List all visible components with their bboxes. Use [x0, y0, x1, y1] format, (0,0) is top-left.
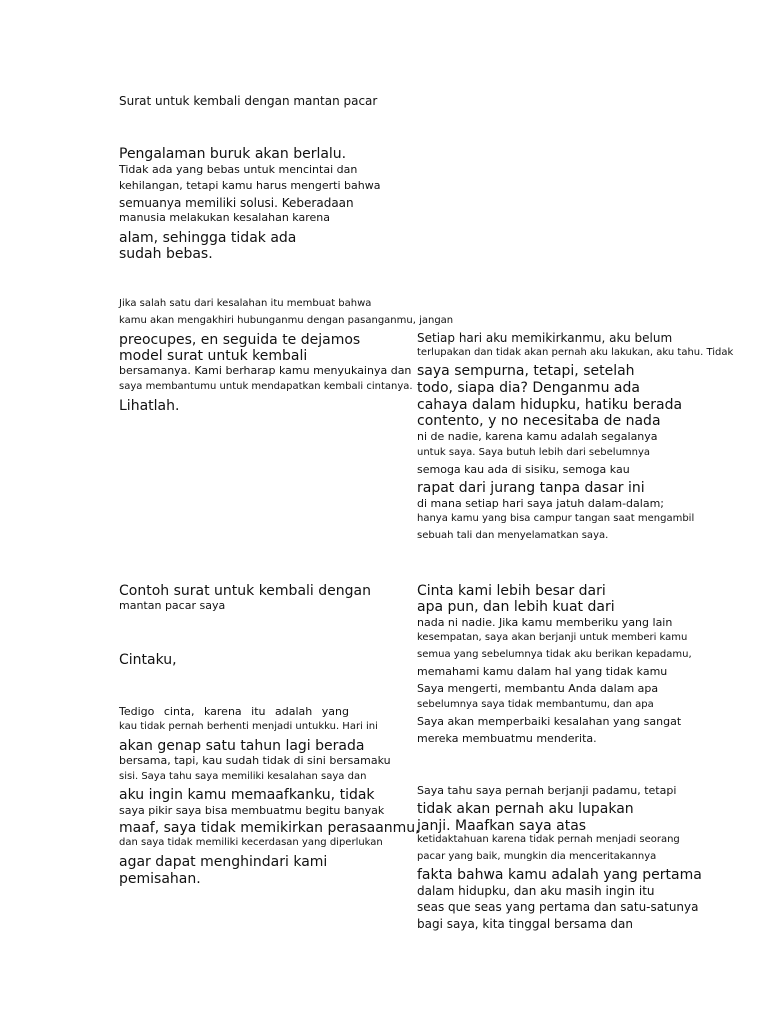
left-para2-line: Lihatlah. — [119, 398, 180, 414]
right-para1-line: sebuah tali dan menyelamatkan saya. — [417, 530, 609, 541]
right-para-a-line: semua yang sebelumnya tidak aku berikan kepadamu, — [417, 649, 692, 660]
letter-line: pemisahan. — [119, 871, 201, 887]
right-para-b-line: fakta bahwa kamu adalah yang pertama — [417, 867, 702, 883]
letter-line: kau tidak pernah berhenti menjadi untukku. Hari ini — [119, 721, 378, 732]
right-para-b-line: bagi saya, kita tinggal bersama dan — [417, 917, 633, 931]
left-para2-line: saya membantumu untuk mendapatkan kembali cintanya. — [119, 381, 413, 392]
left-para2-line: kamu akan mengakhiri hubunganmu dengan pasanganmu, jangan — [119, 315, 454, 326]
section-heading: Contoh surat untuk kembali dengan — [119, 583, 371, 599]
letter-line: aku ingin kamu memaafkanku, tidak — [119, 787, 375, 803]
letter-line: akan genap satu tahun lagi berada — [119, 738, 365, 754]
right-para-b-line: janji. Maafkan saya atas — [417, 818, 587, 834]
right-para-b-line: Saya tahu saya pernah berjanji padamu, tetapi — [417, 784, 677, 797]
right-para-b-line: pacar yang baik, mungkin dia menceritakannya — [417, 851, 657, 862]
right-para-a-line: kesempatan, saya akan berjanji untuk memberi kamu — [417, 632, 688, 643]
document-title: Surat untuk kembali dengan mantan pacar — [119, 94, 378, 108]
letter-line: agar dapat menghindari kami — [119, 854, 328, 870]
right-para-b-line: seas que seas yang pertama dan satu-satunya — [417, 900, 699, 914]
right-para1-line: Setiap hari aku memikirkanmu, aku belum — [417, 331, 673, 345]
right-para-a-line: apa pun, dan lebih kuat dari — [417, 599, 615, 615]
left-para2-line: model surat untuk kembali — [119, 348, 308, 364]
letter-line: dan saya tidak memiliki kecerdasan yang diperlukan — [119, 837, 383, 848]
letter-line: bersama, tapi, kau sudah tidak di sini bersamaku — [119, 754, 391, 767]
left-para2-line: bersamanya. Kami berharap kamu menyukainya dan — [119, 364, 412, 377]
right-para1-line: di mana setiap hari saya jatuh dalam-dalam; — [417, 497, 664, 510]
right-para1-line: terlupakan dan tidak akan pernah aku lakukan, aku tahu. Tidak — [417, 347, 734, 358]
left-para2-line: Jika salah satu dari kesalahan itu membuat bahwa — [119, 298, 372, 309]
intro-line: alam, sehingga tidak ada — [119, 230, 297, 246]
intro-line: manusia melakukan kesalahan karena — [119, 211, 330, 224]
intro-line: sudah bebas. — [119, 246, 213, 262]
right-para-a-line: memahami kamu dalam hal yang tidak kamu — [417, 665, 668, 678]
letter-line: maaf, saya tidak memikirkan perasaanmu, — [119, 820, 420, 836]
right-para-b-line: ketidaktahuan karena tidak pernah menjadi seorang — [417, 834, 680, 845]
right-para1-line: saya sempurna, tetapi, setelah — [417, 363, 635, 379]
letter-line: saya pikir saya bisa membuatmu begitu banyak — [119, 804, 385, 817]
right-para-a-line: sebelumnya saya tidak membantumu, dan apa — [417, 699, 654, 710]
intro-line: Tidak ada yang bebas untuk mencintai dan — [119, 163, 358, 176]
right-para-a-line: Saya mengerti, membantu Anda dalam apa — [417, 682, 659, 695]
intro-line: Pengalaman buruk akan berlalu. — [119, 146, 347, 162]
right-para-a-line: nada ni nadie. Jika kamu memberiku yang lain — [417, 616, 673, 629]
right-para1-line: cahaya dalam hidupku, hatiku berada — [417, 397, 683, 413]
letter-line: Tedigo cinta, karena itu adalah yang — [119, 705, 349, 718]
right-para1-line: untuk saya. Saya butuh lebih dari sebelumnya — [417, 447, 651, 458]
left-para2-line: preocupes, en seguida te dejamos — [119, 332, 361, 348]
letter-line: sisi. Saya tahu saya memiliki kesalahan saya dan — [119, 771, 367, 782]
right-para1-line: ni de nadie, karena kamu adalah segalanya — [417, 430, 658, 443]
right-para1-line: rapat dari jurang tanpa dasar ini — [417, 480, 645, 496]
intro-line: kehilangan, tetapi kamu harus mengerti bahwa — [119, 179, 381, 192]
right-para-b-line: dalam hidupku, dan aku masih ingin itu — [417, 884, 655, 898]
letter-greeting: Cintaku, — [119, 652, 177, 668]
right-para-b-line: tidak akan pernah aku lupakan — [417, 801, 634, 817]
right-para-a-line: Saya akan memperbaiki kesalahan yang sangat — [417, 715, 682, 728]
intro-line: semuanya memiliki solusi. Keberadaan — [119, 196, 354, 210]
right-para1-line: todo, siapa dia? Denganmu ada — [417, 380, 640, 396]
right-para1-line: hanya kamu yang bisa campur tangan saat mengambil — [417, 513, 695, 524]
right-para-a-line: mereka membuatmu menderita. — [417, 732, 597, 745]
right-para-a-line: Cinta kami lebih besar dari — [417, 583, 606, 599]
right-para1-line: contento, y no necesitaba de nada — [417, 413, 661, 429]
right-para1-line: semoga kau ada di sisiku, semoga kau — [417, 463, 630, 476]
section-heading: mantan pacar saya — [119, 599, 226, 612]
